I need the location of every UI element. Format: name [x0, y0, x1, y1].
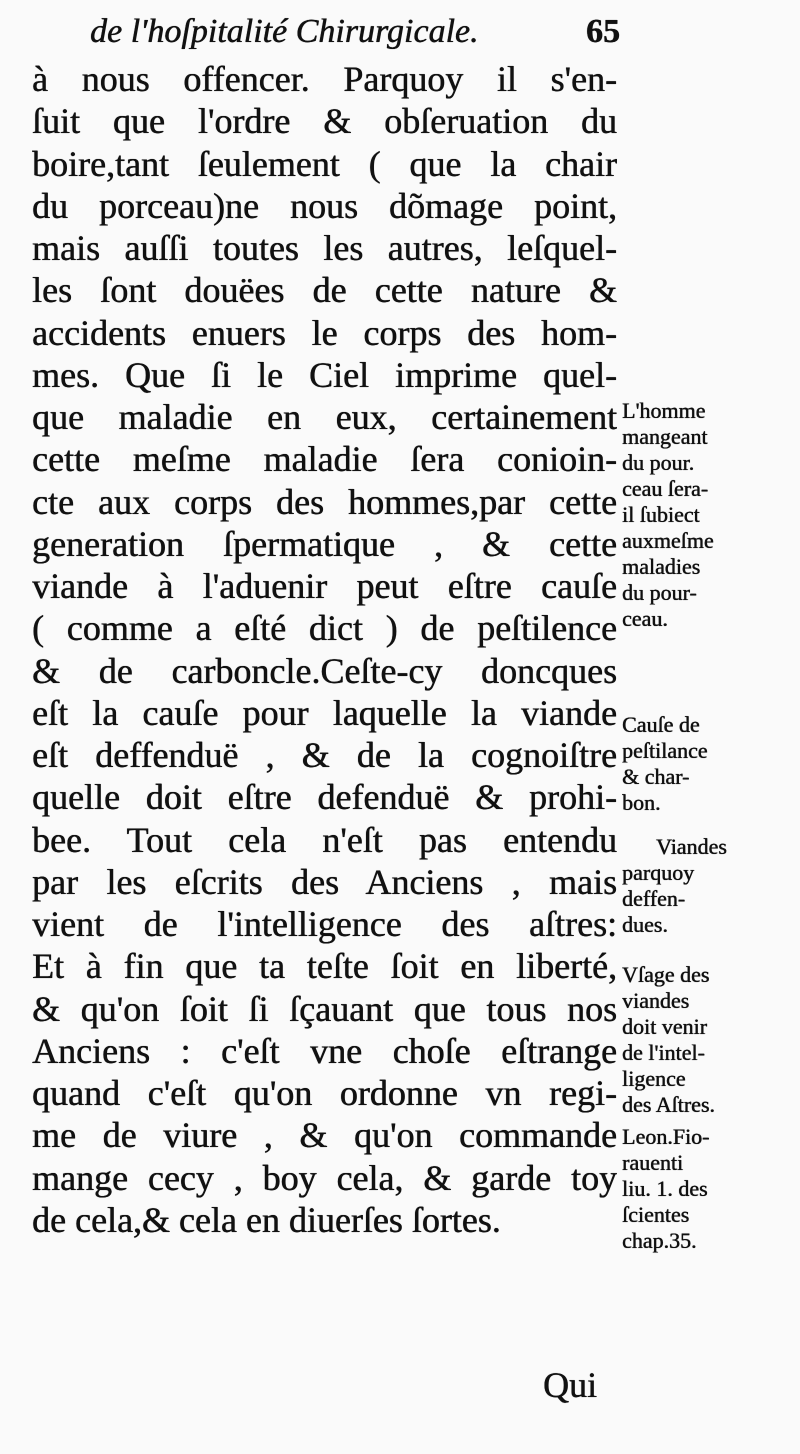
- note-line: dues.: [622, 912, 668, 937]
- margin-note-pestilence: [622, 712, 794, 816]
- margin-note-use-of-meats: [622, 962, 794, 1118]
- note-line: viandes: [622, 988, 690, 1013]
- note-line: liu. 1. des: [622, 1176, 708, 1201]
- note-line: bon.: [622, 790, 661, 815]
- note-line: maladies: [622, 554, 701, 579]
- note-line: Vſage des: [622, 962, 710, 987]
- text-line: cette meſme maladie ſera conioin-: [32, 439, 617, 480]
- note-line: ligence: [622, 1066, 686, 1091]
- text-line: de cela,& cela en diuerſes ſortes.: [32, 1199, 501, 1240]
- text-line: ( comme a eſté dict ) de peſtilence: [32, 608, 617, 649]
- note-line: doit venir: [622, 1014, 707, 1039]
- text-line: du porceau)ne nous dõmage point,: [32, 185, 617, 226]
- page-number: 65: [586, 13, 620, 50]
- text-line: Et à fin que ta teſte ſoit en liberté,: [32, 946, 617, 987]
- note-line: ſcientes: [622, 1202, 690, 1227]
- note-line: du pour-: [622, 580, 697, 605]
- text-line: mais auſſi toutes les autres, leſquel-: [32, 228, 617, 268]
- margin-note-forbidden-meats: [622, 834, 794, 938]
- text-line: vient de l'intelligence des aſtres:: [32, 904, 617, 944]
- running-header: [90, 8, 620, 56]
- margin-note-pork-disease: [622, 398, 794, 632]
- note-line: du pour.: [622, 450, 695, 475]
- note-line: parquoy: [622, 860, 695, 885]
- text-line: viande à l'aduenir peut eſtre cauſe: [32, 566, 617, 606]
- text-line: accidents enuers le corps des hom-: [32, 312, 617, 353]
- note-line: de l'intel-: [622, 1040, 705, 1065]
- text-line: me de viure , & qu'on commande: [32, 1115, 617, 1156]
- text-line: à nous offencer. Parquoy il s'en-: [32, 59, 617, 99]
- text-line: mes. Que ſi le Ciel imprime quel-: [32, 354, 617, 395]
- text-line: les ſont douëes de cette nature &: [32, 270, 617, 311]
- margin-note-citation: [622, 1124, 794, 1254]
- note-line: Viandes: [656, 834, 727, 859]
- text-line: cte aux corps des hommes,par cette: [32, 481, 617, 522]
- text-line: mange cecy , boy cela, & garde toy: [32, 1157, 617, 1198]
- text-line: quelle doit eſtre defenduë & prohi-: [32, 777, 617, 818]
- note-line: ceau.: [622, 606, 668, 631]
- note-line: rauenti: [622, 1150, 684, 1175]
- text-line: par les eſcrits des Anciens , mais: [32, 861, 617, 902]
- text-line: & de carboncle.Ceſte-cy doncques: [32, 650, 617, 691]
- note-line: Leon.Fio-: [622, 1124, 710, 1149]
- text-line: generation ſpermatique , & cette: [32, 523, 617, 564]
- note-line: deffen-: [622, 886, 686, 911]
- note-line: chap.35.: [622, 1228, 697, 1253]
- note-line: L'homme: [622, 398, 706, 423]
- note-line: auxmeſme: [622, 528, 714, 553]
- note-line: Cauſe de: [622, 712, 700, 737]
- main-text-block: [32, 58, 617, 1241]
- note-line: peſtilance: [622, 738, 708, 763]
- text-line: boire,tant ſeulement ( que la chair: [32, 143, 617, 184]
- note-line: des Aſtres.: [622, 1092, 715, 1117]
- text-line: bee. Tout cela n'eſt pas entendu: [32, 819, 617, 860]
- note-line: il ſubiect: [622, 502, 700, 527]
- note-line: & char-: [622, 764, 690, 789]
- text-line: quand c'eſt qu'on ordonne vn regi-: [32, 1073, 617, 1113]
- text-line: & qu'on ſoit ſi ſçauant que tous nos: [32, 988, 617, 1029]
- note-line: ceau ſera-: [622, 476, 709, 501]
- running-head-title: de l'hoſpitalité Chirurgicale.: [90, 13, 479, 50]
- note-line: mangeant: [622, 424, 708, 449]
- text-line: eſt deffenduë , & de la cognoiſtre: [32, 735, 617, 775]
- text-line: Anciens : c'eſt vne choſe eſtrange: [32, 1030, 617, 1071]
- catchword: Qui: [543, 1365, 597, 1405]
- text-line: ſuit que l'ordre & obſeruation du: [32, 101, 617, 142]
- text-line: eſt la cauſe pour laquelle la viande: [32, 692, 617, 733]
- text-line: que maladie en eux, certainement: [32, 397, 617, 437]
